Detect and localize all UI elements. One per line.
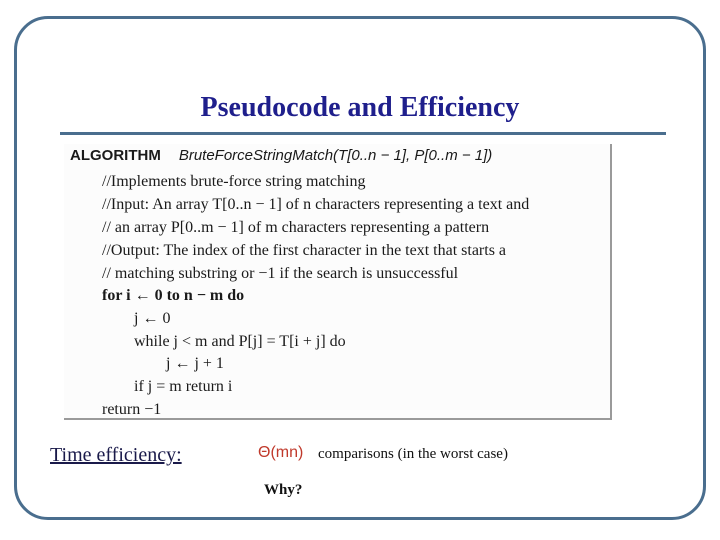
algo-line-comment-1: //Implements brute-force string matching	[102, 173, 366, 190]
why-question: Why?	[264, 482, 303, 498]
complexity-description: comparisons (in the worst case)	[318, 446, 508, 462]
algo-line-for: for i ← 0 to n − m do	[102, 287, 245, 304]
algorithm-header	[70, 147, 492, 165]
slide-title: Pseudocode and Efficiency	[200, 92, 520, 123]
time-efficiency-label: Time efficiency:	[50, 444, 182, 466]
algorithm-signature: BruteForceStringMatch(T[0..n − 1], P[0..m − 1])	[178, 147, 493, 164]
algo-line-while: while j < m and P[j] = T[i + j] do	[134, 333, 346, 350]
algo-line-init-j: j ← 0	[134, 310, 171, 327]
algo-line-if: if j = m return i	[134, 378, 233, 395]
algo-line-comment-2: //Input: An array T[0..n − 1] of n characters representing a text and	[102, 196, 530, 213]
algo-line-comment-4: //Output: The index of the first character in the text that starts a	[102, 242, 507, 259]
title-underline	[60, 132, 666, 135]
algo-line-comment-3: // an array P[0..m − 1] of m characters representing a pattern	[102, 219, 490, 236]
algo-line-increment: j ← j + 1	[166, 355, 224, 372]
algorithm-keyword: ALGORITHM	[70, 147, 161, 164]
complexity-value: Θ(mn)	[258, 444, 304, 461]
algo-line-comment-5: // matching substring or −1 if the search is unsuccessful	[102, 265, 459, 282]
algo-line-return: return −1	[102, 401, 162, 418]
